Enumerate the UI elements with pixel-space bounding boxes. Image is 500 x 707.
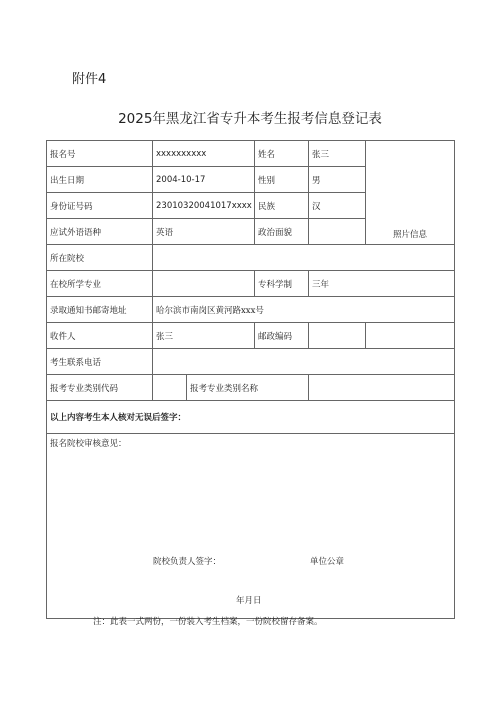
signer-label: 院校负责人签字：	[153, 557, 222, 567]
photo-cell[interactable]	[366, 141, 455, 245]
phone-label: 考生联系电话	[47, 349, 153, 375]
birth-value[interactable]: 2004-10-17	[153, 167, 255, 193]
row-category	[47, 375, 455, 401]
registration-form-table	[46, 140, 455, 619]
birth-label: 出生日期	[47, 167, 153, 193]
photo-label: 照片信息	[392, 230, 427, 240]
name-label: 姓名	[255, 141, 309, 167]
address-label: 录取通知书邮寄地址	[47, 297, 153, 323]
major-label: 在校所学专业	[47, 271, 153, 297]
row-confirm	[47, 401, 455, 434]
category-code-label: 报考专业类别代码	[47, 375, 153, 401]
review-label: 报名院校审核意见：	[50, 439, 127, 449]
category-name-value[interactable]	[309, 375, 455, 401]
row-recipient	[47, 323, 455, 349]
id-label: 身份证号码	[47, 193, 153, 219]
confirm-signature-cell[interactable]: 以上内容考生本人核对无误后签字：	[47, 401, 455, 434]
row-reg-no	[47, 141, 455, 167]
category-name-label: 报考专业类别名称	[187, 375, 309, 401]
id-value[interactable]: 23010320041017xxxx	[153, 193, 255, 219]
duration-label: 专科学制	[255, 271, 309, 297]
postcode-value[interactable]	[309, 323, 366, 349]
major-value[interactable]	[153, 271, 255, 297]
seal-label: 单位公章	[310, 557, 345, 567]
review-cell[interactable]	[47, 434, 455, 619]
school-label: 所在院校	[47, 245, 153, 271]
language-label: 应试外语语种	[47, 219, 153, 245]
ethnic-label: 民族	[255, 193, 309, 219]
attachment-label: 附件4	[72, 72, 107, 87]
politics-value[interactable]	[309, 219, 366, 245]
address-value[interactable]: 哈尔滨市南岗区黄河路xxx号	[153, 297, 455, 323]
recipient-value[interactable]: 张三	[153, 323, 255, 349]
footnote: 注：此表一式两份，一份装入考生档案，一份院校留存备案。	[93, 617, 323, 627]
row-review	[47, 434, 455, 619]
politics-label: 政治面貌	[255, 219, 309, 245]
row-school	[47, 245, 455, 271]
reg-no-label: 报名号	[47, 141, 153, 167]
school-value[interactable]	[153, 245, 455, 271]
postcode-extra	[366, 323, 455, 349]
duration-value[interactable]: 三年	[309, 271, 455, 297]
phone-value[interactable]	[153, 349, 455, 375]
row-address	[47, 297, 455, 323]
gender-label: 性别	[255, 167, 309, 193]
reg-no-value[interactable]: xxxxxxxxxx	[153, 141, 255, 167]
language-value[interactable]: 英语	[153, 219, 255, 245]
postcode-label: 邮政编码	[255, 323, 309, 349]
category-code-value[interactable]	[153, 375, 187, 401]
gender-value[interactable]: 男	[309, 167, 366, 193]
ethnic-value[interactable]: 汉	[309, 193, 366, 219]
recipient-label: 收件人	[47, 323, 153, 349]
row-major	[47, 271, 455, 297]
form-title: 2025年黑龙江省专升本考生报考信息登记表	[118, 111, 382, 127]
name-value[interactable]: 张三	[309, 141, 366, 167]
date-label: 年月日	[236, 596, 262, 606]
row-phone	[47, 349, 455, 375]
